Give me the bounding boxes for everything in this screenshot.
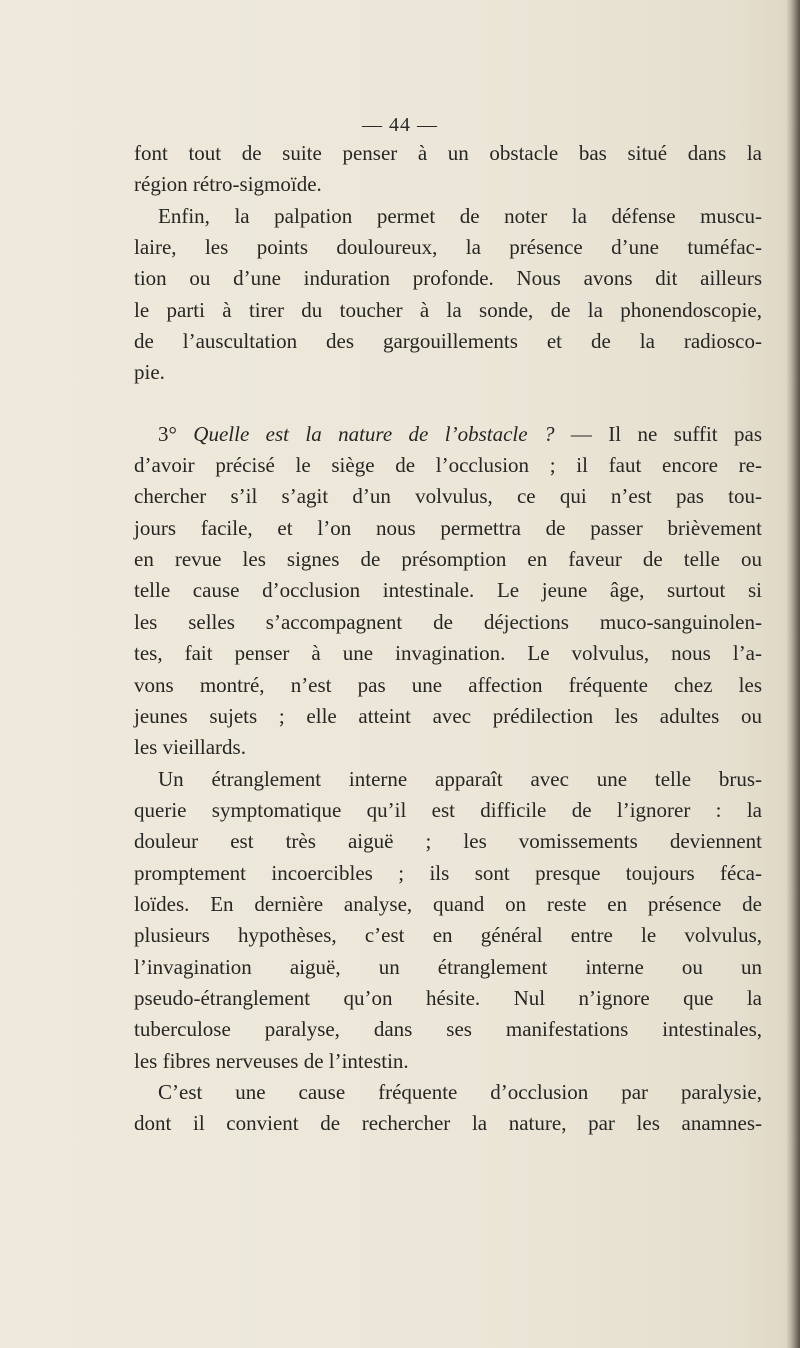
paragraph-2 (134, 201, 762, 389)
paragraph-gap (134, 389, 762, 419)
text-line: chercher s’il s’agit d’un volvulus, ce qui n’est pas tou- (134, 484, 762, 509)
text-line: douleur est très aiguë ; les vomissements deviennent (134, 829, 762, 854)
page-number: — 44 — (362, 114, 438, 136)
text-line: de l’auscultation des gargouillements et de la radiosco- (134, 329, 762, 354)
paragraph-4 (134, 764, 762, 1077)
text-line: Enfin, la palpation permet de noter la défense muscu- (158, 203, 762, 228)
text-line: l’invagination aiguë, un étranglement interne ou un (134, 954, 762, 979)
section-number: 3° (158, 421, 177, 446)
text-line: les selles s’accompagnent de déjections muco-sanguinolen- (134, 609, 762, 634)
text-line: pie. (134, 360, 165, 385)
text-line: en revue les signes de présomption en faveur de telle ou (134, 547, 762, 572)
text-line: d’avoir précisé le siège de l’occlusion ; il faut encore re- (134, 453, 762, 478)
text-line: dont il convient de rechercher la nature, par les anamnes- (134, 1111, 762, 1136)
text-line: vons montré, n’est pas une affection fréquente chez les (134, 672, 762, 697)
text-line: loïdes. En dernière analyse, quand on reste en présence de (134, 891, 762, 916)
text-line: tes, fait penser à une invagination. Le volvulus, nous l’a- (134, 641, 762, 666)
text-line: pseudo-étranglement qu’on hésite. Nul n’ignore que la (134, 985, 762, 1010)
paragraph-1 (134, 138, 762, 201)
text-line: plusieurs hypothèses, c’est en général entre le volvulus, (134, 923, 762, 948)
text-line: laire, les points douloureux, la présence d’une tuméfac- (134, 235, 762, 260)
text-line: région rétro-sigmoïde. (134, 172, 322, 197)
heading-continuation: — Il ne suffit pas (570, 421, 762, 446)
text-line: le parti à tirer du toucher à la sonde, de la phonendoscopie, (134, 297, 762, 322)
text-line: les vieillards. (134, 735, 246, 760)
page-edge-shadow (786, 0, 800, 1348)
text-line: promptement incoercibles ; ils sont presque toujours féca- (134, 860, 762, 885)
paragraph-5 (134, 1077, 762, 1140)
body-text (134, 138, 762, 1140)
paragraph-3 (134, 419, 762, 764)
text-line: querie symptomatique qu’il est difficile de l’ignorer : la (134, 797, 762, 822)
text-line: les fibres nerveuses de l’intestin. (134, 1048, 409, 1073)
text-line-heading (134, 419, 762, 450)
text-line: tuberculose paralyse, dans ses manifestations intestinales, (134, 1017, 762, 1042)
text-line: tion ou d’une induration profonde. Nous avons dit ailleurs (134, 266, 762, 291)
section-heading: Quelle est la nature de l’obstacle ? (193, 421, 555, 446)
text-line: jours facile, et l’on nous permettra de passer brièvement (134, 515, 762, 540)
text-line: Un étranglement interne apparaît avec une telle brus- (158, 766, 762, 791)
text-line: telle cause d’occlusion intestinale. Le jeune âge, surtout si (134, 578, 762, 603)
text-line: font tout de suite penser à un obstacle bas situé dans la (134, 141, 762, 165)
text-line: jeunes sujets ; elle atteint avec prédilection les adultes ou (134, 703, 762, 728)
text-line: C’est une cause fréquente d’occlusion par paralysie, (158, 1079, 762, 1104)
